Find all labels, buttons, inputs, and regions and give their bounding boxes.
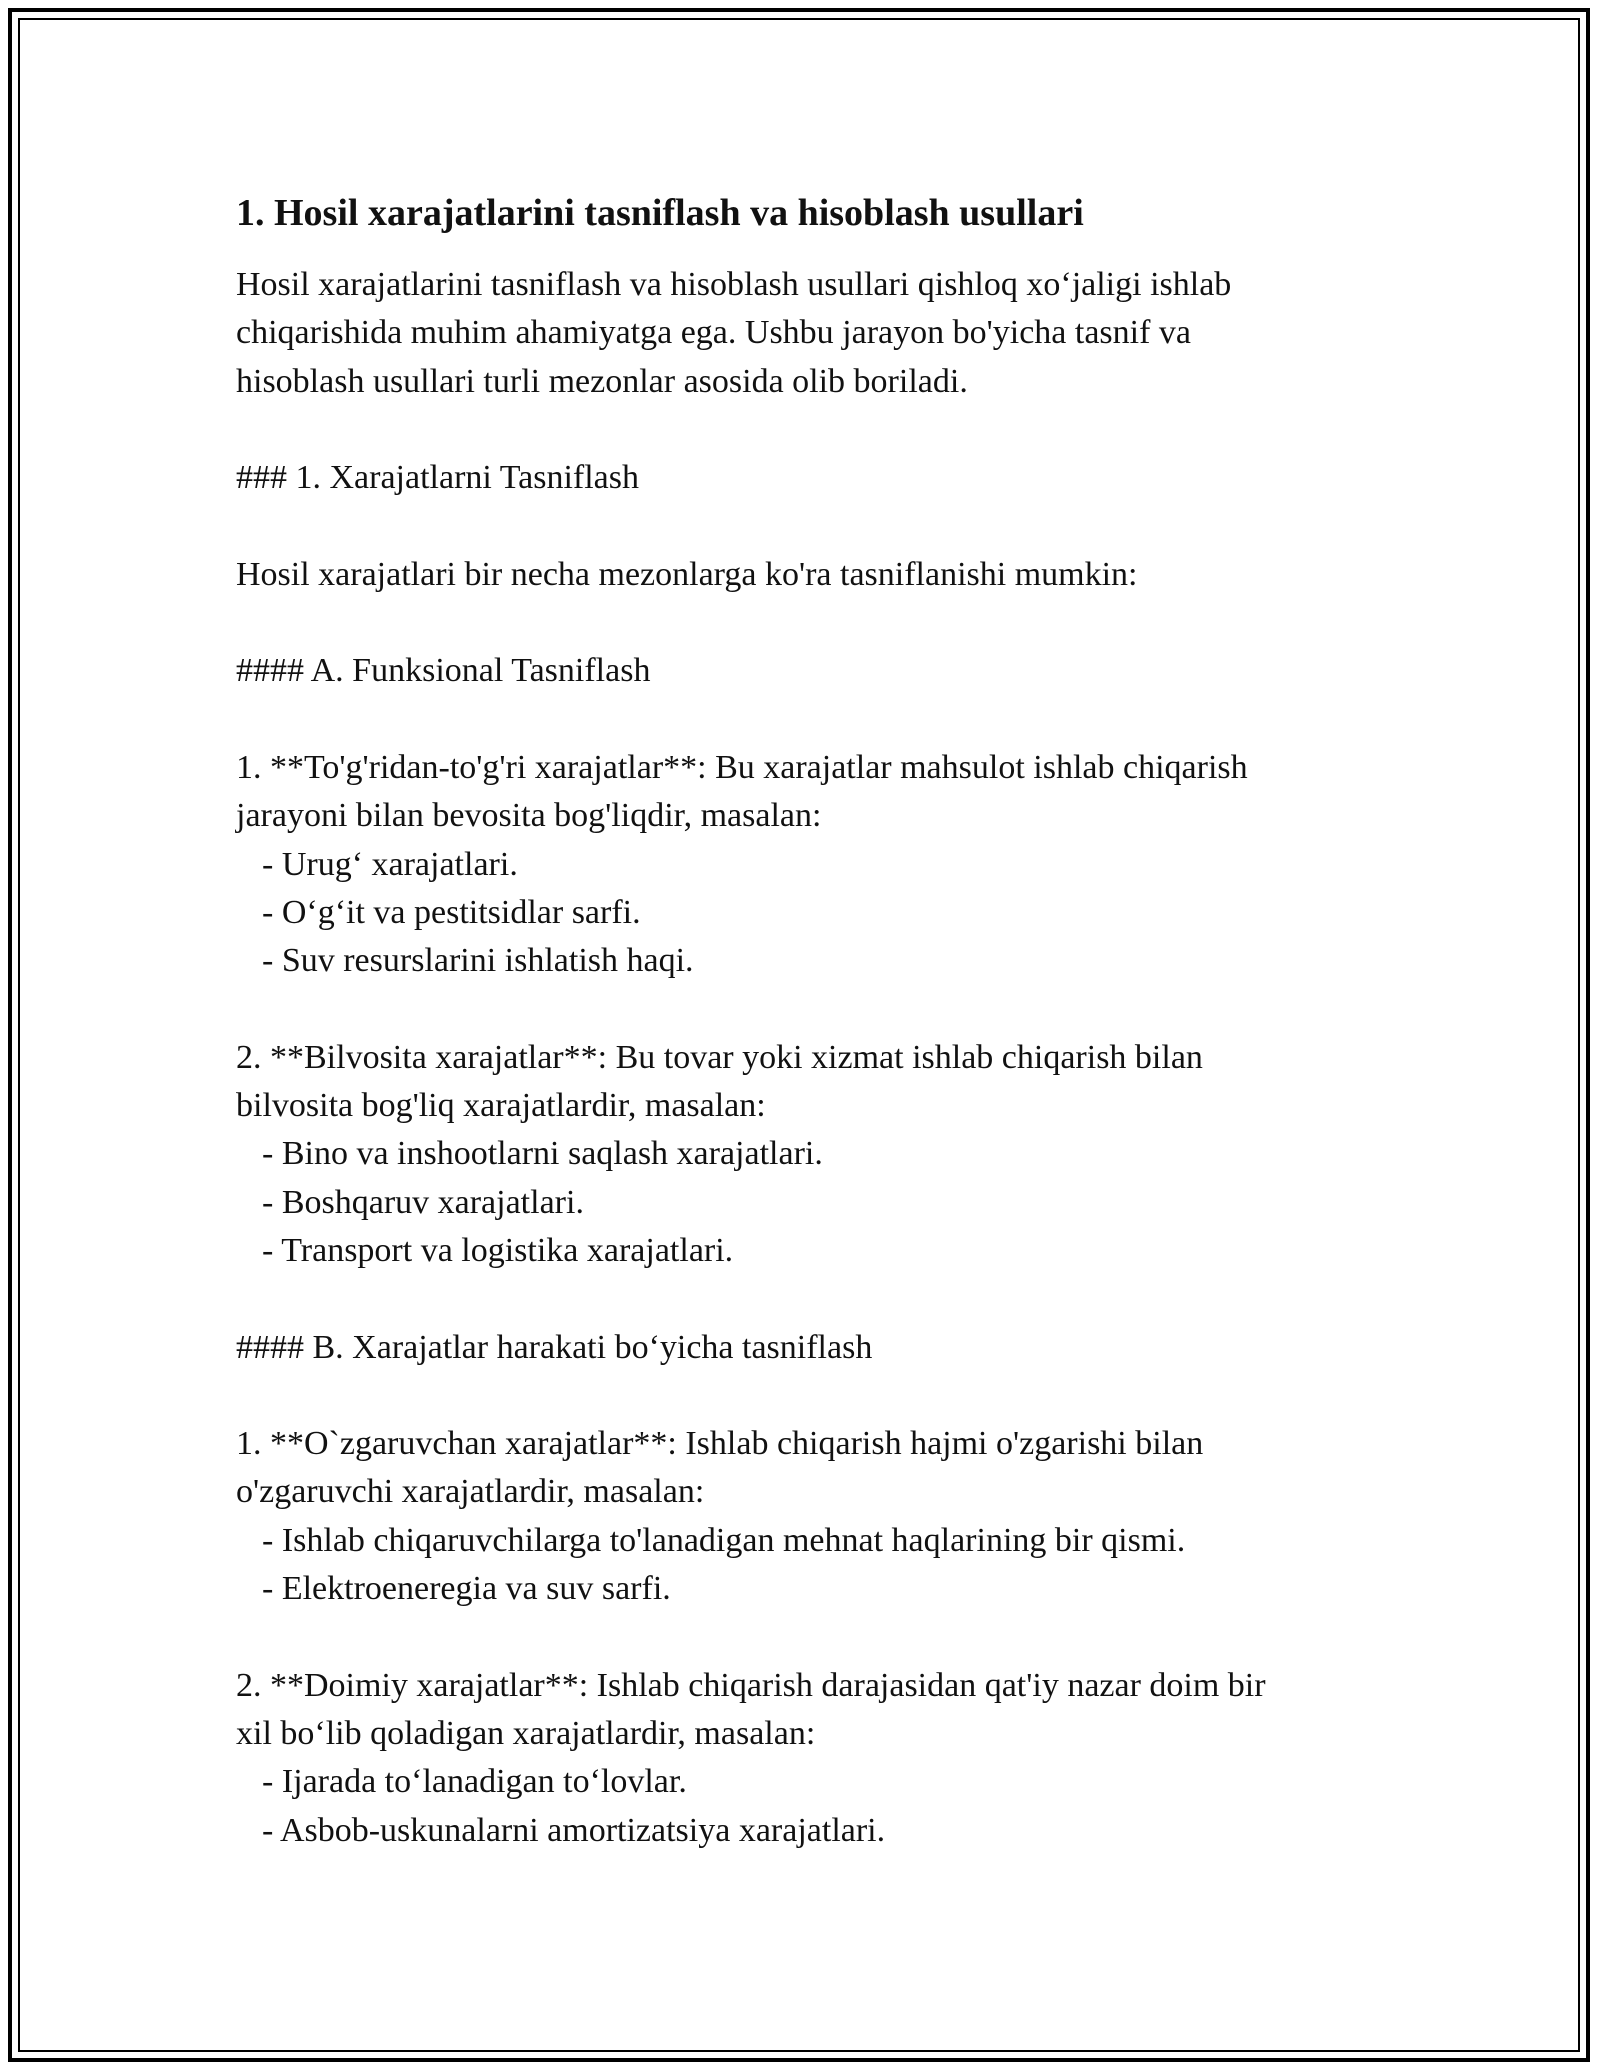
list-item xyxy=(236,1662,1366,1855)
bullet-item: - Elektroeneregia va suv sarfi. xyxy=(262,1570,671,1608)
list-item-text: xil bo‘lib qoladigan xarajatlardir, masalan: xyxy=(236,1714,816,1752)
spacer xyxy=(236,502,1366,550)
bullet-item: - O‘g‘it va pestitsidlar sarfi. xyxy=(262,893,641,931)
bullet-item: - Boshqaruv xarajatlari. xyxy=(262,1183,584,1221)
spacer xyxy=(236,406,1366,454)
list-item-text: bilvosita bog'liq xarajatlardir, masalan: xyxy=(236,1087,766,1125)
subsection-heading-b: #### B. Xarajatlar harakati bo‘yicha tasniflash xyxy=(236,1328,873,1366)
spacer xyxy=(236,599,1366,647)
document-body xyxy=(236,185,1366,1855)
spacer xyxy=(236,241,1366,261)
list-item xyxy=(236,1034,1366,1275)
spacer xyxy=(236,696,1366,744)
subsection-heading-a: #### A. Funksional Tasniflash xyxy=(236,652,651,690)
intro-paragraph xyxy=(236,261,1366,406)
list-item xyxy=(236,1420,1366,1613)
spacer xyxy=(236,1275,1366,1323)
bullet-item: - Ijarada to‘lanadigan to‘lovlar. xyxy=(262,1763,687,1801)
list-item-text: 1. **To'g'ridan-to'g'ri xarajatlar**: Bu xarajatlar mahsulot ishlab chiqarish xyxy=(236,748,1248,786)
spacer xyxy=(236,1372,1366,1420)
list-item-text: jarayoni bilan bevosita bog'liqdir, masalan: xyxy=(236,797,822,835)
intro-line: Hosil xarajatlarini tasniflash va hisoblash usullari qishloq xo‘jaligi ishlab xyxy=(236,266,1232,303)
intro-line: hisoblash usullari turli mezonlar asosida olib boriladi. xyxy=(236,362,968,400)
section-heading: ### 1. Xarajatlarni Tasniflash xyxy=(236,459,639,497)
bullet-item: - Bino va inshootlarni saqlash xarajatlari. xyxy=(262,1135,823,1173)
bullet-item: - Asbob-uskunalarni amortizatsiya xarajatlari. xyxy=(262,1811,886,1849)
bullet-item: - Ishlab chiqaruvchilarga to'lanadigan mehnat haqlarining bir qismi. xyxy=(262,1521,1186,1559)
intro-line: chiqarishida muhim ahamiyatga ega. Ushbu jarayon bo'yicha tasnif va xyxy=(236,314,1192,352)
bullet-item: - Urug‘ xarajatlari. xyxy=(262,845,518,883)
spacer xyxy=(236,1613,1366,1661)
section-intro: Hosil xarajatlari bir necha mezonlarga ko'ra tasniflanishi mumkin: xyxy=(236,555,1138,593)
list-item-text: 2. **Doimiy xarajatlar**: Ishlab chiqarish darajasidan qat'iy nazar doim bir xyxy=(236,1666,1266,1704)
list-item-text: 2. **Bilvosita xarajatlar**: Bu tovar yoki xizmat ishlab chiqarish bilan xyxy=(236,1038,1203,1076)
bullet-item: - Transport va logistika xarajatlari. xyxy=(262,1231,734,1269)
list-item-text: 1. **O`zgaruvchan xarajatlar**: Ishlab chiqarish hajmi o'zgarishi bilan xyxy=(236,1425,1204,1463)
bullet-item: - Suv resurslarini ishlatish haqi. xyxy=(262,942,694,980)
list-item-text: o'zgaruvchi xarajatlardir, masalan: xyxy=(236,1473,705,1511)
list-item xyxy=(236,744,1366,985)
spacer xyxy=(236,985,1366,1033)
document-title: 1. Hosil xarajatlarini tasniflash va hisoblash usullari xyxy=(236,192,1084,234)
